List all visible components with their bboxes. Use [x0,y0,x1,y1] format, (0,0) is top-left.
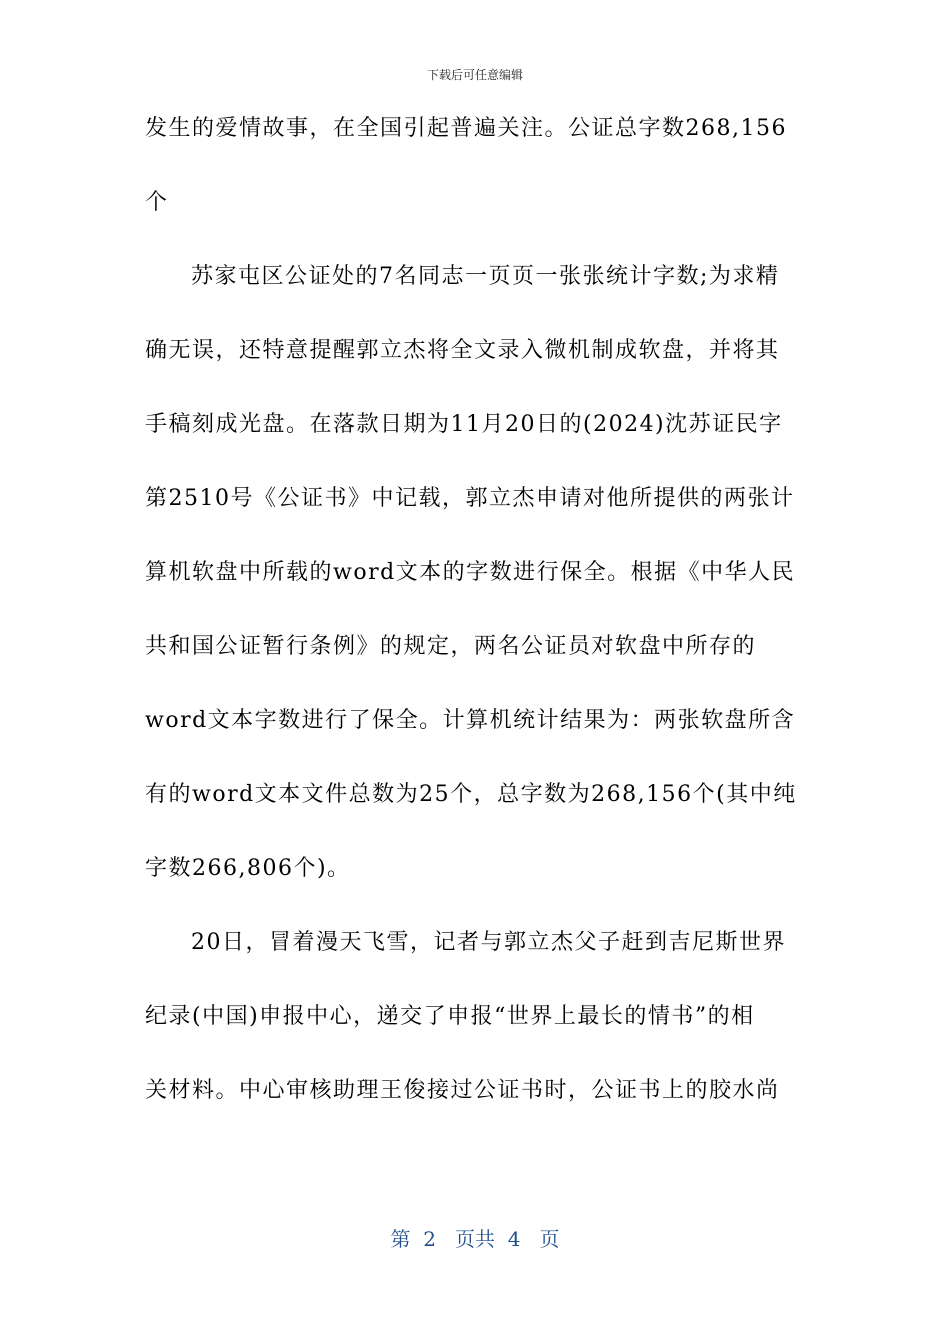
text-line: 字数266,806个)。 [145,856,351,881]
footer-middle: 页共 [455,1227,495,1251]
total-page-number: 4 [507,1227,521,1251]
text-line: 苏家屯区公证处的7名同志一页页一张张统计字数;为求精 [191,264,780,289]
text-line: 算机软盘中所载的word文本的字数进行保全。根据《中华人民 [145,560,796,585]
document-body [145,110,805,1146]
text-line: 20日，冒着漫天飞雪，记者与郭立杰父子赶到吉尼斯世界 [191,930,786,955]
text-line: word文本字数进行了保全。计算机统计结果为：两张软盘所含 [145,708,796,733]
text-line: 关材料。中心审核助理王俊接过公证书时，公证书上的胶水尚 [145,1078,780,1103]
text-line: 个 [145,190,169,215]
footer-suffix: 页 [539,1227,560,1251]
current-page-number: 2 [423,1227,436,1251]
text-line: 有的word文本文件总数为25个，总字数为268,156个(其中纯 [145,782,797,807]
text-line: 纪录(中国)申报中心，递交了申报“世界上最长的情书”的相 [145,1004,755,1029]
text-line: 手稿刻成光盘。在落款日期为11月20日的(2024)沈苏证民字 [145,412,783,437]
text-line: 发生的爱情故事，在全国引起普遍关注。公证总字数268,156 [145,116,787,141]
footer-prefix: 第 [390,1227,411,1251]
text-line: 第2510号《公证书》中记载，郭立杰申请对他所提供的两张计 [145,486,795,511]
text-line: 确无误，还特意提醒郭立杰将全文录入微机制成软盘，并将其 [145,338,780,363]
page-header: 下载后可任意编辑 [426,68,523,82]
text-line: 共和国公证暂行条例》的规定，两名公证员对软盘中所存的 [145,634,757,659]
page-footer [0,1226,950,1252]
